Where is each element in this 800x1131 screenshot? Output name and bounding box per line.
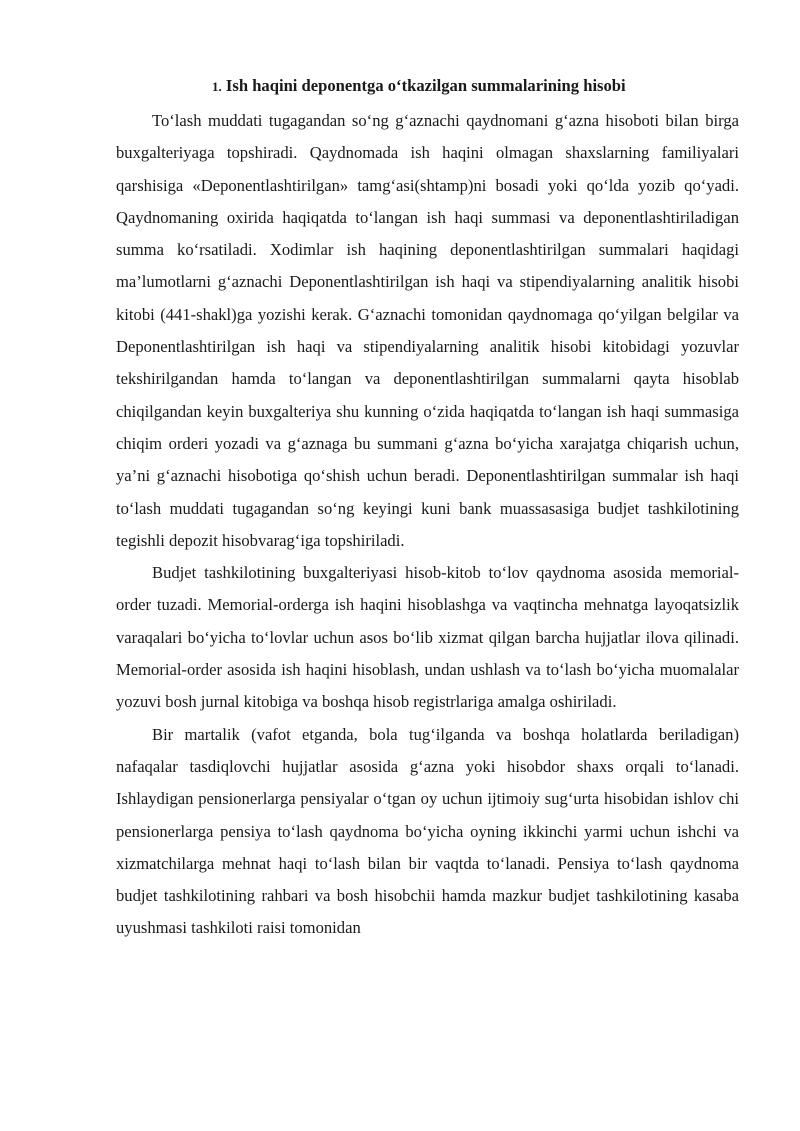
section-title: Ish haqini deponentga o‘tkazilgan summalarining hisobi — [225, 76, 626, 95]
section-heading — [116, 68, 739, 105]
section-number: 1. — [212, 79, 222, 94]
paragraph-3: Bir martalik (vafot etganda, bola tug‘ilganda va boshqa holatlarda beriladigan) nafaqalar tasdiqlovchi hujjatlar asosida g‘azna yoki hisobdor shaxs orqali to‘lanadi. Ishlaydigan pensionerlarga pensiyalar o‘tgan oy uchun ijtimoiy sug‘urta hisobidan ishlov chi pensionerlarga pensiya to‘lash qaydnoma bo‘yicha oyning ikkinchi yarmi uchun ishchi va xizmatchilarga mehnat haqi to‘lash bilan bir vaqtda to‘lanadi. Pensiya to‘lash qaydnoma budjet tashkilotining rahbari va bosh hisobchii hamda mazkur budjet tashkilotining kasaba uyushmasi tashkiloti raisi tomonidan — [116, 724, 739, 938]
paragraph-1: To‘lash muddati tugagandan so‘ng g‘aznachi qaydnomani g‘azna hisoboti bilan birga buxgalteriyaga topshiradi. Qaydnomada ish haqini olmagan shaxslarning familiyalari qarshisiga «Deponentlashtirilgan» tamg‘asi(shtamp)ni bosadi yoki qo‘lda yozib qo‘yadi. Qaydnomaning oxirida haqiqatda to‘langan ish haqi summasi va deponentlashtiriladigan summa ko‘rsatiladi. Xodimlar ish haqining deponentlashtirilgan summalari haqidagi ma’lumotlarni g‘aznachi Deponentlashtirilgan ish haqi va stipendiyalarning analitik hisobi kitobi (441-shakl)ga yozishi kerak. G‘aznachi tomonidan qaydnomaga qo‘yilgan belgilar va Deponentlashtirilgan ish haqi va stipendiyalarning analitik hisobi kitobidagi yozuvlar tekshirilgandan hamda to‘langan va deponentlashtirilgan summalarni qayta hisoblab chiqilgandan keyin buxgalteriya shu kunning o‘zida haqiqatda to‘langan ish haqi summasiga chiqim orderi yozadi va g‘aznaga bu summani g‘azna bo‘yicha xarajatga chiqarish uchun, ya’ni g‘aznachi hisobotiga qo‘shish uchun beradi. Deponentlashtirilgan summalar ish haqi to‘lash muddati tugagandan so‘ng keyingi kuni bank muassasasiga budjet tashkilotining tegishli depozit hisobvarag‘iga topshiriladi. — [116, 111, 739, 550]
paragraph-2: Budjet tashkilotining buxgalteriyasi hisob-kitob to‘lov qaydnoma asosida memorial-order tuzadi. Memorial-orderga ish haqini hisoblashga va vaqtincha mehnatga layoqatsizlik varaqalari bo‘yicha to‘lovlar uchun asos bo‘lib xizmat qilgan barcha hujjatlar ilova qilinadi. Memorial-order asosida ish haqini hisoblash, undan ushlash va to‘lash bo‘yicha muomalalar yozuvi bosh jurnal kitobiga va boshqa hisob registrlariga amalga oshiriladi. — [116, 563, 739, 712]
document-page — [116, 68, 739, 945]
